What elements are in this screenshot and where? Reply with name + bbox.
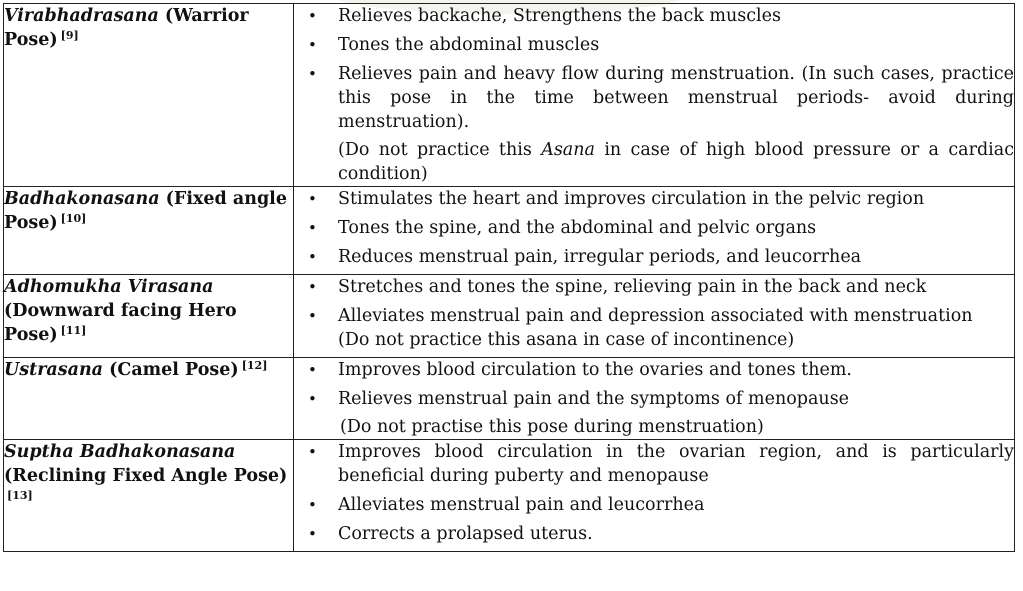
pose-cell bbox=[4, 187, 294, 275]
caution-note-term: Asana bbox=[541, 140, 595, 160]
pose-name bbox=[4, 275, 293, 347]
table-row bbox=[4, 275, 1015, 358]
pose-english-name: (Reclining Fixed Angle Pose) bbox=[4, 466, 288, 486]
pose-sanskrit-name: Ustrasana bbox=[4, 360, 104, 380]
pose-cell bbox=[4, 275, 294, 358]
benefits-cell bbox=[294, 440, 1015, 552]
pose-name bbox=[4, 4, 293, 52]
table-row bbox=[4, 4, 1015, 187]
benefits-cell bbox=[294, 275, 1015, 358]
benefit-item: • Alleviates menstrual pain and leucorrhea bbox=[294, 493, 1014, 517]
pose-sanskrit-name: Adhomukha Virasana bbox=[4, 277, 214, 297]
pose-english-name: (Fixed angle Pose) bbox=[4, 189, 287, 233]
pose-cell bbox=[4, 358, 294, 440]
reference-number: [11] bbox=[60, 324, 87, 337]
benefit-item: • Tones the abdominal muscles bbox=[294, 33, 1014, 57]
benefit-item: • Stimulates the heart and improves circulation in the pelvic region bbox=[294, 187, 1014, 211]
pose-sanskrit-name: Badhakonasana bbox=[4, 189, 160, 209]
benefit-item: • Tones the spine, and the abdominal and pelvic organs bbox=[294, 216, 1014, 240]
benefits-cell bbox=[294, 187, 1015, 275]
benefits-list bbox=[294, 4, 1014, 134]
caution-note-text: in case of high blood pressure or a cardiac condition) bbox=[338, 140, 1014, 184]
benefits-cell bbox=[294, 358, 1015, 440]
benefits-list bbox=[294, 358, 1014, 411]
caution-note: (Do not practise this pose during menstruation) bbox=[340, 417, 764, 437]
pose-sanskrit-name: Virabhadrasana bbox=[4, 6, 159, 26]
pose-name bbox=[4, 440, 293, 512]
benefit-item: • Improves blood circulation to the ovaries and tones them. bbox=[294, 358, 1014, 382]
pose-name bbox=[4, 358, 293, 382]
benefits-list bbox=[294, 187, 1014, 269]
reference-number: [12] bbox=[241, 359, 268, 372]
table-row bbox=[4, 440, 1015, 552]
benefit-item: • Relieves pain and heavy flow during menstruation. (In such cases, practice this pose in the time between menstrual periods- avoid during menstruation). bbox=[294, 62, 1014, 134]
benefit-item bbox=[294, 304, 1014, 352]
benefit-item: • Reduces menstrual pain, irregular periods, and leucorrhea bbox=[294, 245, 1014, 269]
caution-note: (Do not practice this asana in case of incontinence) bbox=[338, 330, 795, 350]
pose-name bbox=[4, 187, 293, 235]
reference-number: [9] bbox=[60, 29, 79, 42]
pose-cell bbox=[4, 440, 294, 552]
pose-cell bbox=[4, 4, 294, 187]
reference-number: [13] bbox=[7, 489, 33, 502]
benefits-list bbox=[294, 275, 1014, 352]
pose-english-name: (Camel Pose) bbox=[103, 360, 239, 380]
caution-note-text: (Do not practice this bbox=[338, 140, 542, 160]
benefits-cell bbox=[294, 4, 1015, 187]
benefit-item: • Relieves menstrual pain and the symptoms of menopause bbox=[294, 387, 1014, 411]
table-row bbox=[4, 187, 1015, 275]
table-row bbox=[4, 358, 1015, 440]
caution-note bbox=[294, 138, 1014, 186]
benefit-item: • Relieves backache, Strengthens the back muscles bbox=[294, 4, 1014, 28]
benefit-item-text: Alleviates menstrual pain and depression associated with menstruation bbox=[338, 306, 973, 326]
benefit-item: • Improves blood circulation in the ovarian region, and is particularly beneficial during puberty and menopause bbox=[294, 440, 1014, 488]
reference-number: [10] bbox=[60, 212, 87, 225]
benefits-list bbox=[294, 440, 1014, 546]
pose-sanskrit-name: Suptha Badhakonasana bbox=[4, 442, 236, 462]
pose-english-name: (Downward facing Hero Pose) bbox=[4, 301, 237, 345]
asana-table bbox=[3, 3, 1015, 552]
benefit-item: • Stretches and tones the spine, relieving pain in the back and neck bbox=[294, 275, 1014, 299]
benefit-item: • Corrects a prolapsed uterus. bbox=[294, 522, 1014, 546]
pose-english-name: (Warrior Pose) bbox=[4, 6, 249, 50]
